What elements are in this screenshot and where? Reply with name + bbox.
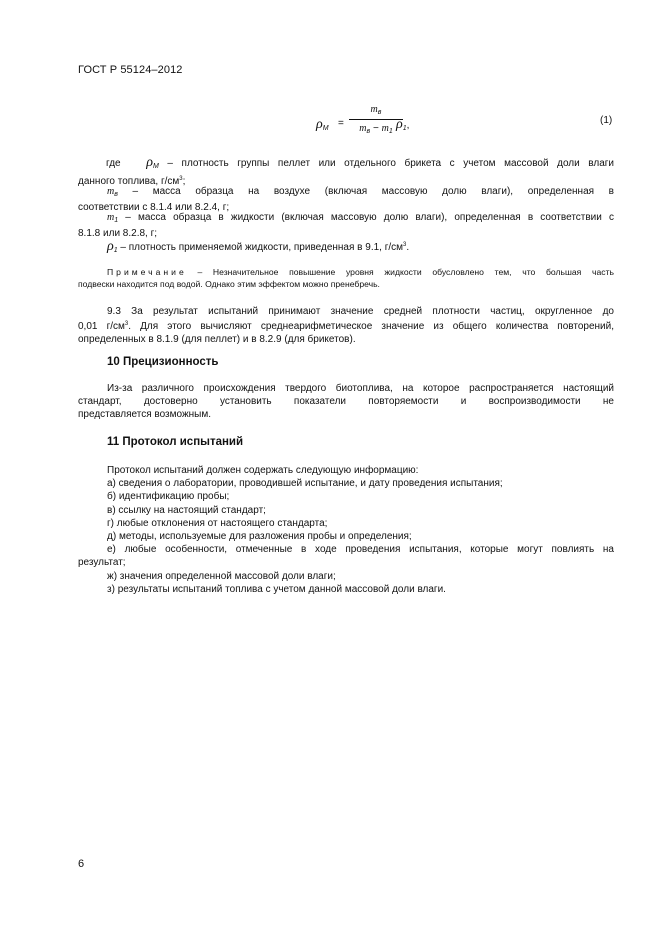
- list-item: з) результаты испытаний топлива с учетом данной массовой доли влаги.: [107, 583, 446, 595]
- definition-m-1: $m_1$ – масса образца в жидкости (включая массовую долю влаги), определенная в соответствии с 8.1.8 или 8.2.8, г;: [78, 212, 614, 240]
- equation-number: (1): [600, 115, 613, 126]
- formula-numerator: $m_в$: [370, 104, 382, 116]
- fraction-bar: [349, 119, 403, 120]
- list-item: в) ссылку на настоящий стандарт;: [107, 504, 266, 516]
- formula-lhs: $\rho_М$: [316, 117, 329, 132]
- section-11-list: [78, 464, 614, 596]
- definition-m-v: $m_в$ – масса образца на воздухе (включая массовую долю влаги), определенная в соответствии с 8.1.4 или 8.2.4, г;: [78, 186, 614, 214]
- section-11-heading: 11 Протокол испытаний: [107, 436, 244, 448]
- list-intro: Протокол испытаний должен содержать следующую информацию:: [107, 465, 419, 476]
- section-10-text: Из-за различного происхождения твердого биотоплива, на которое распространяется настоящий стандарт, достоверно установить показатели повторяемости и воспроизводимости не представляется возможным.: [78, 383, 614, 421]
- list-item: а) сведения о лаборатории, проводившей испытание, и дату проведения испытания;: [107, 478, 503, 490]
- definition-rho-m: где $\rho_М$ – плотность группы пеллет или отдельного брикета с учетом массовой доли влаги данного топлива, $г/см^3$;: [78, 155, 614, 188]
- list-item-continuation: результат;: [78, 557, 126, 569]
- document-header: ГОСТ Р 55124–2012: [78, 64, 183, 76]
- list-item: ж) значения определенной массовой доли влаги;: [107, 570, 336, 582]
- list-item: г) любые отклонения от настоящего стандарта;: [107, 517, 328, 529]
- list-item: б) идентификацию пробы;: [107, 491, 230, 503]
- list-item: е) любые особенности, отмеченные в ходе проведения испытания, которые могут повлиять на: [107, 544, 614, 556]
- section-10-heading: 10 Прецизионность: [107, 356, 219, 368]
- definition-rho-1: $\rho_1$ – плотность применяемой жидкости, приведенная в 9.1, $г/см^3$.: [107, 239, 410, 254]
- formula-equals: =: [338, 118, 344, 129]
- formula-denominator: $m_в - m_1$: [359, 123, 393, 135]
- paragraph-9-3: 9.3 За результат испытаний принимают значение средней плотности частиц, округленное до 0,01 $г/см^3$. Для этого вычисляют среднеарифметическое значение из общего количества повторений, определенных в 8.1.9 (для пеллет) и в 8.2.9 (для брикетов).: [78, 306, 614, 346]
- list-item: д) методы, используемые для разложения пробы и определения;: [107, 531, 412, 543]
- page-number: 6: [78, 858, 85, 870]
- formula-rhs: $\rho_1$,: [396, 117, 410, 132]
- density-formula: [312, 104, 432, 140]
- note-label: Примечание: [107, 267, 187, 277]
- note-block: Примечание – Незначительное повышение уровня жидкости обусловлено тем, что большая часть подвески находится под водой. Однако этим эффектом можно пренебречь.: [78, 267, 615, 289]
